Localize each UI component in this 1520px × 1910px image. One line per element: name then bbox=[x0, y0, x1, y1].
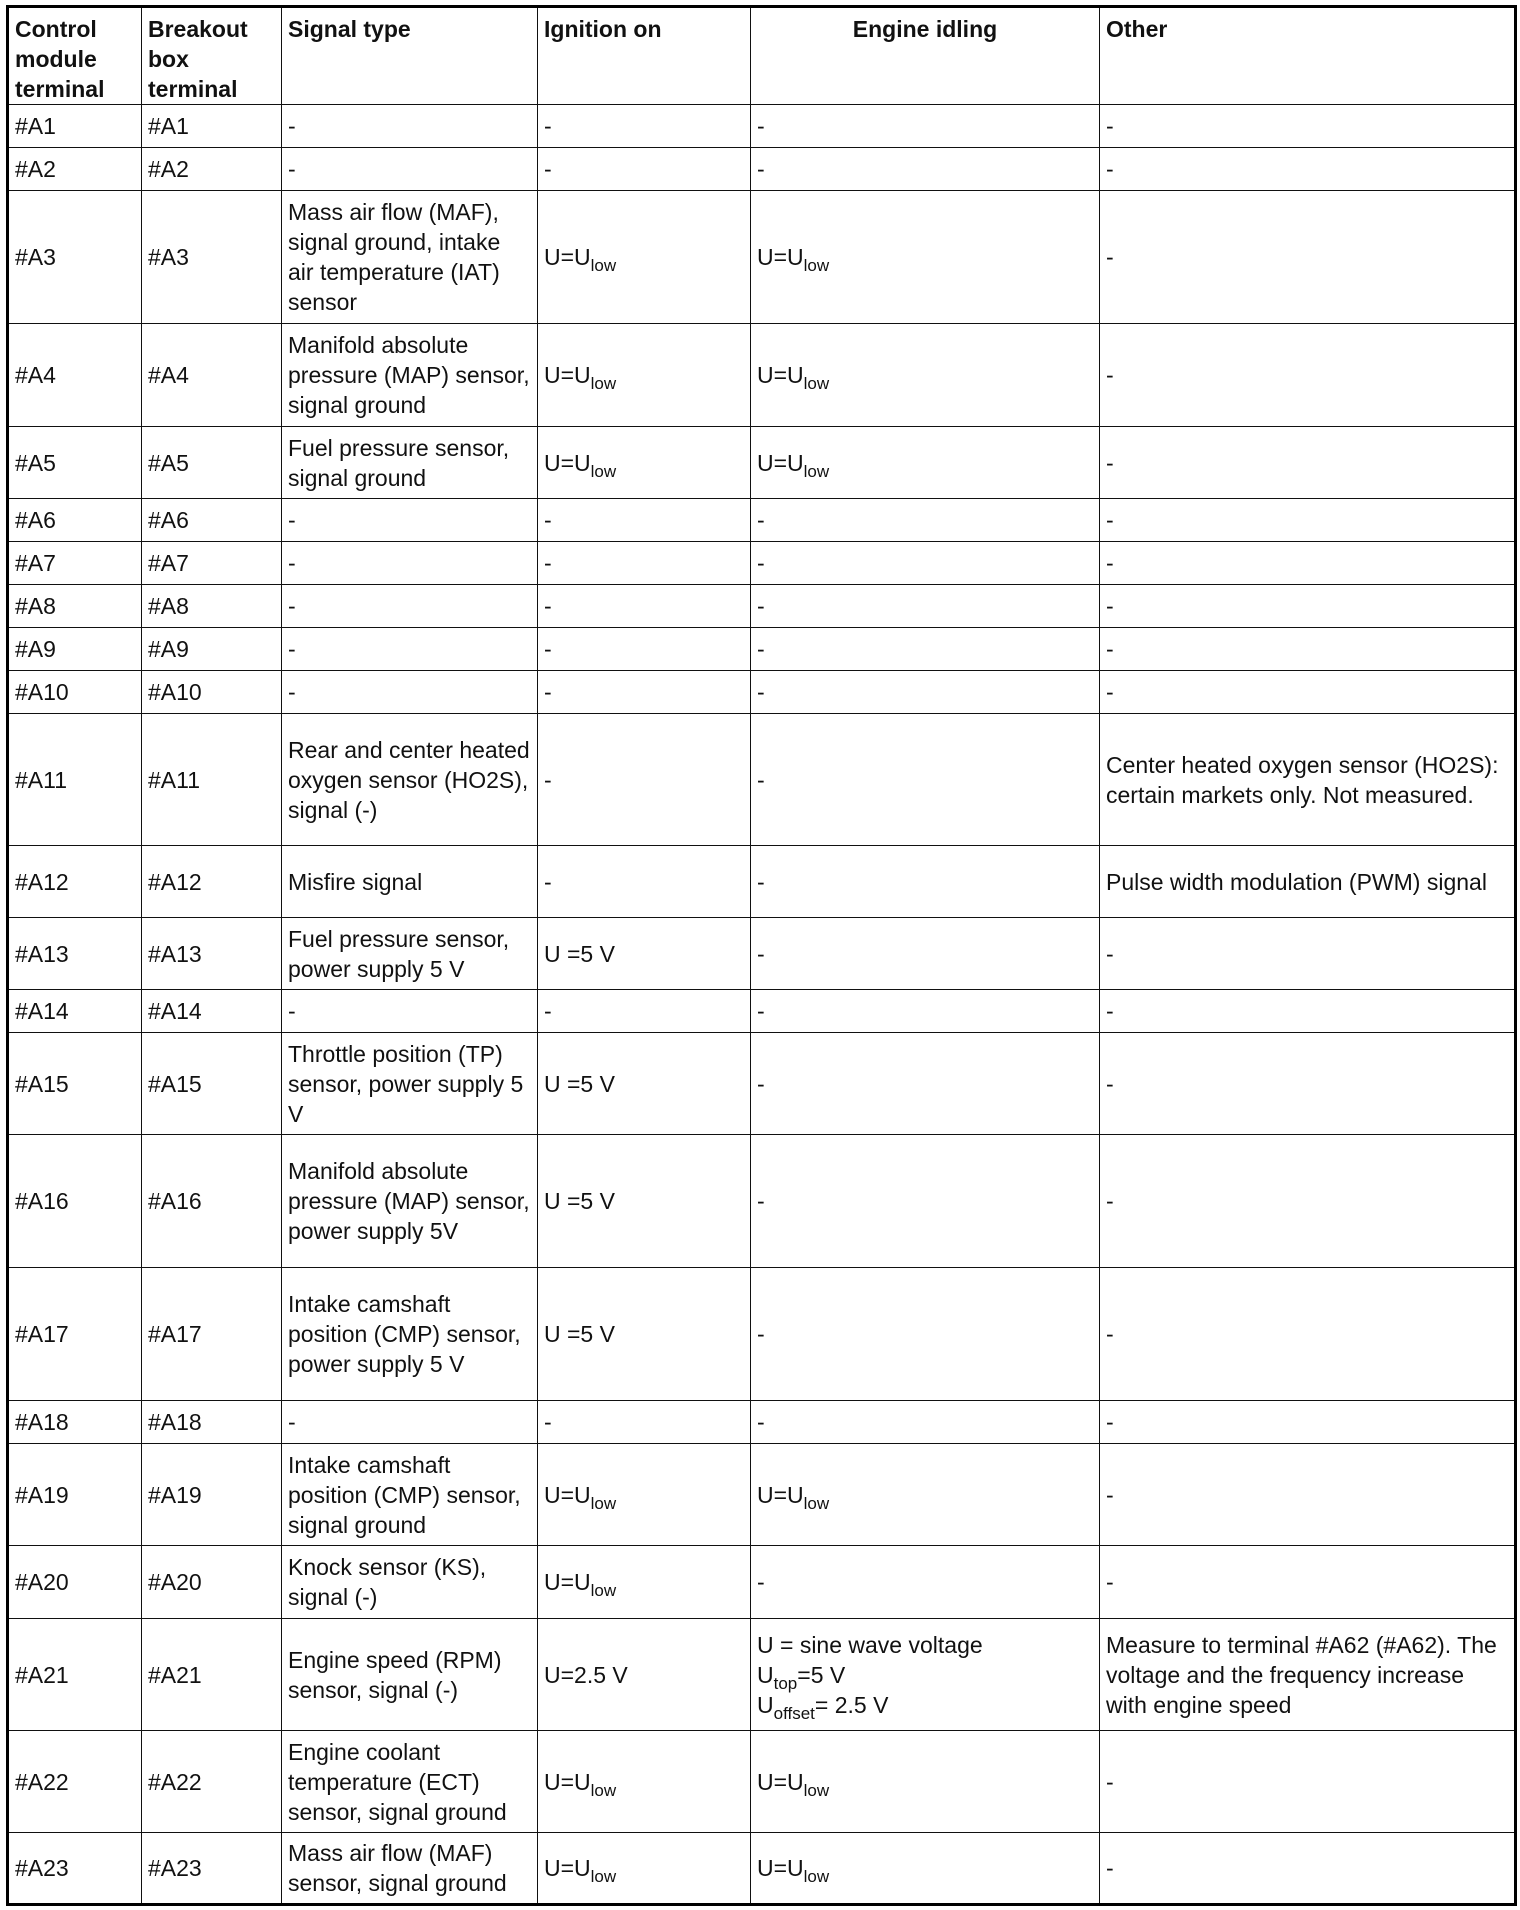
cell-control-module-terminal: #A5 bbox=[8, 427, 142, 499]
cell-control-module-terminal: #A22 bbox=[8, 1731, 142, 1833]
table-row bbox=[8, 427, 1516, 499]
cell-breakout-box-terminal: #A3 bbox=[142, 191, 282, 324]
cell-other: - bbox=[1100, 671, 1516, 714]
cell-engine-idling: - bbox=[751, 1401, 1100, 1444]
cell-signal-type: Fuel pressure sensor, power supply 5 V bbox=[282, 918, 538, 990]
cell-ignition-on: $U=U_{low}$ bbox=[538, 1444, 751, 1546]
cell-ignition-on: $U=U_{low}$ bbox=[538, 427, 751, 499]
cell-control-module-terminal: #A12 bbox=[8, 846, 142, 918]
cell-other: - bbox=[1100, 585, 1516, 628]
cell-ignition-on: - bbox=[538, 671, 751, 714]
cell-engine-idling: $U=U_{low}$ bbox=[751, 191, 1100, 324]
cell-engine-idling: - bbox=[751, 542, 1100, 585]
cell-control-module-terminal: #A14 bbox=[8, 990, 142, 1033]
cell-signal-type: - bbox=[282, 585, 538, 628]
cell-breakout-box-terminal: #A16 bbox=[142, 1135, 282, 1268]
cell-ignition-on: - bbox=[538, 585, 751, 628]
cell-control-module-terminal: #A17 bbox=[8, 1268, 142, 1401]
header-other: Other bbox=[1100, 7, 1516, 105]
cell-ignition-on: $U=U_{low}$ bbox=[538, 324, 751, 427]
cell-engine-idling: - bbox=[751, 628, 1100, 671]
cell-signal-type: - bbox=[282, 1401, 538, 1444]
cell-signal-type: Misfire signal bbox=[282, 846, 538, 918]
cell-engine-idling: $U=U_{low}$ bbox=[751, 1731, 1100, 1833]
cell-ignition-on: U =5 V bbox=[538, 1135, 751, 1268]
cell-other: - bbox=[1100, 105, 1516, 148]
cell-control-module-terminal: #A7 bbox=[8, 542, 142, 585]
cell-control-module-terminal: #A16 bbox=[8, 1135, 142, 1268]
cell-breakout-box-terminal: #A10 bbox=[142, 671, 282, 714]
cell-breakout-box-terminal: #A9 bbox=[142, 628, 282, 671]
cell-ignition-on: - bbox=[538, 846, 751, 918]
cell-signal-type: Fuel pressure sensor, signal ground bbox=[282, 427, 538, 499]
table-row bbox=[8, 585, 1516, 628]
cell-control-module-terminal: #A21 bbox=[8, 1619, 142, 1731]
cell-breakout-box-terminal: #A20 bbox=[142, 1546, 282, 1619]
cell-ignition-on: - bbox=[538, 105, 751, 148]
cell-engine-idling: - bbox=[751, 846, 1100, 918]
header-row bbox=[8, 7, 1516, 105]
cell-breakout-box-terminal: #A14 bbox=[142, 990, 282, 1033]
header-ignition-on: Ignition on bbox=[538, 7, 751, 105]
cell-ignition-on: - bbox=[538, 148, 751, 191]
cell-other: - bbox=[1100, 1135, 1516, 1268]
pin-value-table bbox=[6, 5, 1517, 1906]
cell-other: - bbox=[1100, 427, 1516, 499]
cell-other: - bbox=[1100, 1731, 1516, 1833]
cell-control-module-terminal: #A2 bbox=[8, 148, 142, 191]
cell-ignition-on: - bbox=[538, 714, 751, 846]
cell-signal-type: Intake camshaft position (CMP) sensor, signal ground bbox=[282, 1444, 538, 1546]
table-row bbox=[8, 628, 1516, 671]
cell-engine-idling: - bbox=[751, 585, 1100, 628]
cell-signal-type: Mass air flow (MAF), signal ground, intake air temperature (IAT) sensor bbox=[282, 191, 538, 324]
cell-engine-idling: - bbox=[751, 1033, 1100, 1135]
cell-other: Measure to terminal #A62 (#A62). The voltage and the frequency increase with engine speed bbox=[1100, 1619, 1516, 1731]
cell-other: - bbox=[1100, 148, 1516, 191]
cell-engine-idling bbox=[751, 1619, 1100, 1731]
table-row bbox=[8, 1546, 1516, 1619]
cell-ignition-on: - bbox=[538, 628, 751, 671]
cell-breakout-box-terminal: #A17 bbox=[142, 1268, 282, 1401]
cell-other: - bbox=[1100, 191, 1516, 324]
cell-ignition-on: $U=U_{low}$ bbox=[538, 1546, 751, 1619]
cell-engine-idling: - bbox=[751, 990, 1100, 1033]
cell-signal-type: Throttle position (TP) sensor, power supply 5 V bbox=[282, 1033, 538, 1135]
cell-control-module-terminal: #A20 bbox=[8, 1546, 142, 1619]
cell-ignition-on: - bbox=[538, 542, 751, 585]
cell-signal-type: Manifold absolute pressure (MAP) sensor, power supply 5V bbox=[282, 1135, 538, 1268]
cell-breakout-box-terminal: #A15 bbox=[142, 1033, 282, 1135]
cell-signal-type: Engine speed (RPM) sensor, signal (-) bbox=[282, 1619, 538, 1731]
cell-breakout-box-terminal: #A6 bbox=[142, 499, 282, 542]
cell-control-module-terminal: #A13 bbox=[8, 918, 142, 990]
table-row bbox=[8, 105, 1516, 148]
cell-control-module-terminal: #A4 bbox=[8, 324, 142, 427]
cell-breakout-box-terminal: #A2 bbox=[142, 148, 282, 191]
cell-signal-type: - bbox=[282, 628, 538, 671]
header-engine-idling: Engine idling bbox=[751, 7, 1100, 105]
cell-signal-type: Mass air flow (MAF) sensor, signal ground bbox=[282, 1833, 538, 1905]
table-row bbox=[8, 542, 1516, 585]
cell-signal-type: Intake camshaft position (CMP) sensor, power supply 5 V bbox=[282, 1268, 538, 1401]
cell-breakout-box-terminal: #A5 bbox=[142, 427, 282, 499]
cell-signal-type: - bbox=[282, 542, 538, 585]
cell-control-module-terminal: #A8 bbox=[8, 585, 142, 628]
cell-other: - bbox=[1100, 1268, 1516, 1401]
cell-ignition-on: U =5 V bbox=[538, 1268, 751, 1401]
table-row bbox=[8, 1268, 1516, 1401]
cell-ignition-on: U =5 V bbox=[538, 1033, 751, 1135]
cell-signal-type: - bbox=[282, 499, 538, 542]
cell-control-module-terminal: #A9 bbox=[8, 628, 142, 671]
table-row bbox=[8, 1033, 1516, 1135]
cell-other: - bbox=[1100, 542, 1516, 585]
cell-signal-type: - bbox=[282, 990, 538, 1033]
cell-signal-type: Engine coolant temperature (ECT) sensor, signal ground bbox=[282, 1731, 538, 1833]
cell-breakout-box-terminal: #A23 bbox=[142, 1833, 282, 1905]
cell-breakout-box-terminal: #A8 bbox=[142, 585, 282, 628]
cell-ignition-on: U=2.5 V bbox=[538, 1619, 751, 1731]
cell-breakout-box-terminal: #A4 bbox=[142, 324, 282, 427]
cell-engine-idling: - bbox=[751, 1268, 1100, 1401]
cell-breakout-box-terminal: #A7 bbox=[142, 542, 282, 585]
cell-other: - bbox=[1100, 324, 1516, 427]
table-row bbox=[8, 1135, 1516, 1268]
cell-signal-type: Rear and center heated oxygen sensor (HO2S), signal (-) bbox=[282, 714, 538, 846]
cell-engine-idling: $U=U_{low}$ bbox=[751, 1833, 1100, 1905]
cell-ignition-on: $U=U_{low}$ bbox=[538, 191, 751, 324]
cell-other: - bbox=[1100, 1546, 1516, 1619]
cell-other: - bbox=[1100, 628, 1516, 671]
table-row bbox=[8, 499, 1516, 542]
cell-engine-idling: - bbox=[751, 714, 1100, 846]
cell-engine-idling: - bbox=[751, 105, 1100, 148]
table-row bbox=[8, 1619, 1516, 1731]
cell-signal-type: Knock sensor (KS), signal (-) bbox=[282, 1546, 538, 1619]
cell-ignition-on: U =5 V bbox=[538, 918, 751, 990]
cell-breakout-box-terminal: #A13 bbox=[142, 918, 282, 990]
table-row bbox=[8, 846, 1516, 918]
table-row bbox=[8, 324, 1516, 427]
cell-control-module-terminal: #A23 bbox=[8, 1833, 142, 1905]
cell-engine-idling: - bbox=[751, 1135, 1100, 1268]
table-row bbox=[8, 671, 1516, 714]
cell-control-module-terminal: #A10 bbox=[8, 671, 142, 714]
cell-control-module-terminal: #A18 bbox=[8, 1401, 142, 1444]
cell-control-module-terminal: #A11 bbox=[8, 714, 142, 846]
cell-other: - bbox=[1100, 1033, 1516, 1135]
cell-ignition-on: $U=U_{low}$ bbox=[538, 1833, 751, 1905]
cell-other: Pulse width modulation (PWM) signal bbox=[1100, 846, 1516, 918]
idle-line-sine: U = sine wave voltage bbox=[757, 1631, 983, 1658]
header-breakout-box-terminal: Breakout box terminal bbox=[142, 7, 282, 105]
cell-engine-idling: $U=U_{low}$ bbox=[751, 427, 1100, 499]
cell-signal-type: - bbox=[282, 148, 538, 191]
table-row bbox=[8, 1731, 1516, 1833]
cell-engine-idling: - bbox=[751, 1546, 1100, 1619]
cell-ignition-on: - bbox=[538, 499, 751, 542]
cell-breakout-box-terminal: #A21 bbox=[142, 1619, 282, 1731]
idle-line-top: $U_{top}=5$ V bbox=[757, 1661, 846, 1693]
cell-other: - bbox=[1100, 499, 1516, 542]
cell-signal-type: - bbox=[282, 671, 538, 714]
cell-other: - bbox=[1100, 1833, 1516, 1905]
idle-line-offset: $U_{offset}= 2.5$ V bbox=[757, 1691, 889, 1723]
cell-control-module-terminal: #A6 bbox=[8, 499, 142, 542]
header-signal-type: Signal type bbox=[282, 7, 538, 105]
cell-control-module-terminal: #A19 bbox=[8, 1444, 142, 1546]
cell-other: Center heated oxygen sensor (HO2S): certain markets only. Not measured. bbox=[1100, 714, 1516, 846]
cell-breakout-box-terminal: #A19 bbox=[142, 1444, 282, 1546]
cell-other: - bbox=[1100, 918, 1516, 990]
cell-control-module-terminal: #A1 bbox=[8, 105, 142, 148]
cell-ignition-on: $U=U_{low}$ bbox=[538, 1731, 751, 1833]
cell-engine-idling: - bbox=[751, 671, 1100, 714]
cell-breakout-box-terminal: #A11 bbox=[142, 714, 282, 846]
cell-breakout-box-terminal: #A18 bbox=[142, 1401, 282, 1444]
cell-breakout-box-terminal: #A12 bbox=[142, 846, 282, 918]
cell-control-module-terminal: #A3 bbox=[8, 191, 142, 324]
table-row bbox=[8, 918, 1516, 990]
table-row bbox=[8, 1833, 1516, 1905]
cell-ignition-on: - bbox=[538, 990, 751, 1033]
cell-engine-idling: - bbox=[751, 918, 1100, 990]
table-row bbox=[8, 990, 1516, 1033]
cell-signal-type: Manifold absolute pressure (MAP) sensor, signal ground bbox=[282, 324, 538, 427]
table-row bbox=[8, 1401, 1516, 1444]
table-row bbox=[8, 191, 1516, 324]
cell-breakout-box-terminal: #A22 bbox=[142, 1731, 282, 1833]
table-row bbox=[8, 1444, 1516, 1546]
cell-ignition-on: - bbox=[538, 1401, 751, 1444]
cell-engine-idling: - bbox=[751, 499, 1100, 542]
cell-other: - bbox=[1100, 990, 1516, 1033]
cell-breakout-box-terminal: #A1 bbox=[142, 105, 282, 148]
table-row bbox=[8, 714, 1516, 846]
cell-engine-idling: $U=U_{low}$ bbox=[751, 324, 1100, 427]
cell-engine-idling: - bbox=[751, 148, 1100, 191]
cell-signal-type: - bbox=[282, 105, 538, 148]
cell-other: - bbox=[1100, 1401, 1516, 1444]
cell-other: - bbox=[1100, 1444, 1516, 1546]
table-row bbox=[8, 148, 1516, 191]
cell-control-module-terminal: #A15 bbox=[8, 1033, 142, 1135]
cell-engine-idling: $U=U_{low}$ bbox=[751, 1444, 1100, 1546]
header-control-module-terminal: Control module terminal bbox=[8, 7, 142, 105]
